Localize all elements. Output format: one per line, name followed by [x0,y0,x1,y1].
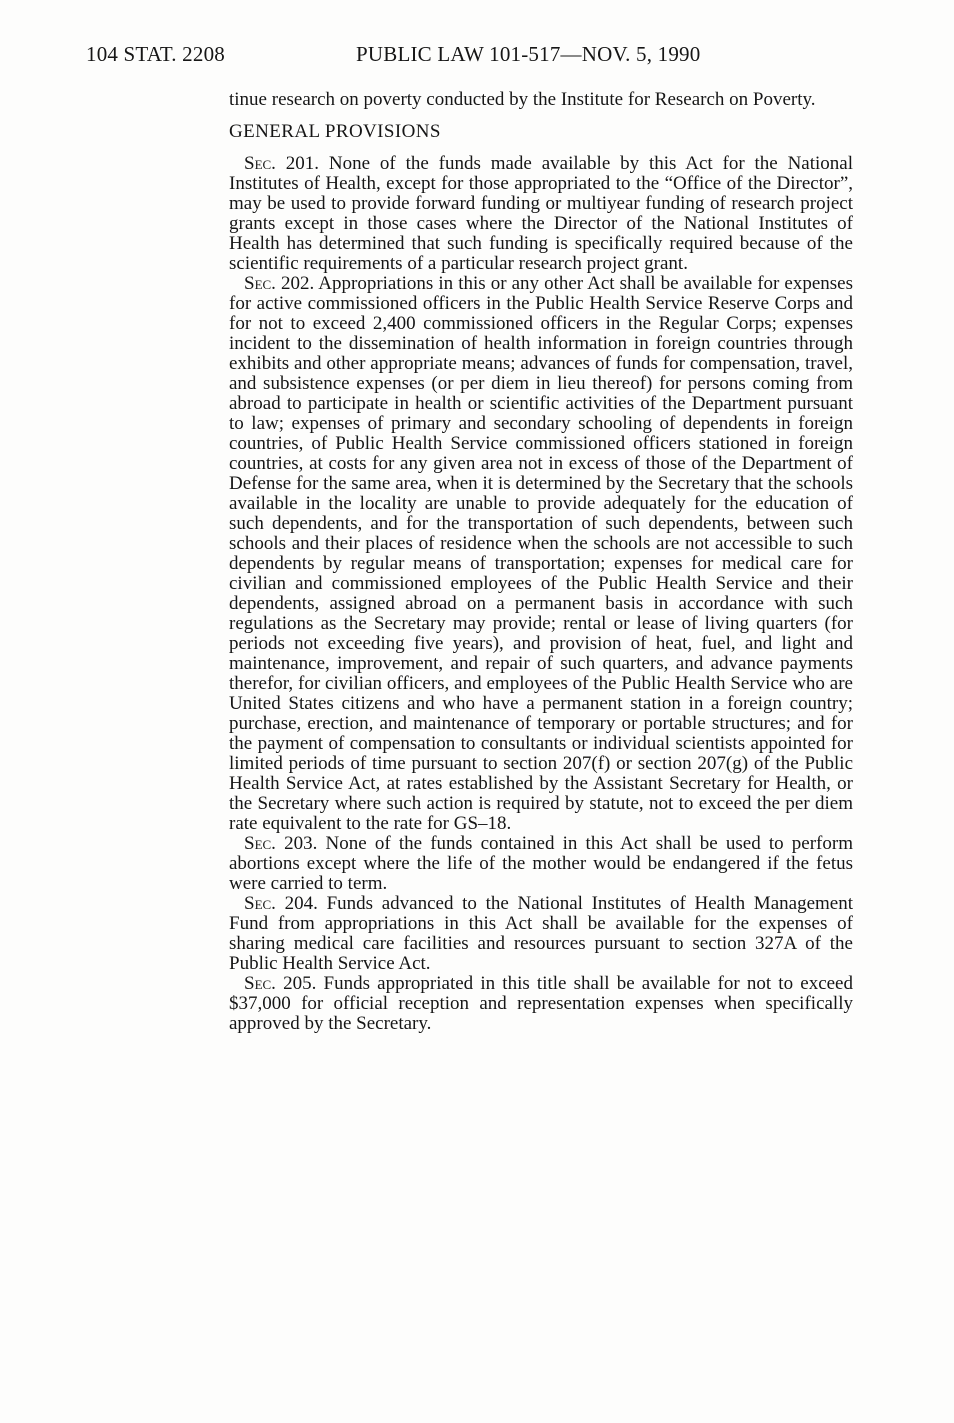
statute-page-reference: 104 STAT. 2208 [86,42,225,66]
section-text: Funds appropriated in this title shall be available for not to exceed $37,000 for official reception and representation expenses when specifically approved by the Secretary. [229,973,853,1034]
document-body [229,90,853,1034]
section-text: None of the funds made available by this Act for the National Institutes of Health, except for those appropriated to the “Office of the Director”, may be used to provide forward funding or multiyear funding of research project grants except in those cases where the Director of the National Institutes of Health has determined that such funding is specifically required because of the scientific requirements of a particular research project grant. [229,153,853,274]
continuation-paragraph: tinue research on poverty conducted by the Institute for Research on Poverty. [229,89,816,110]
section-label: Sec. 202. [244,273,315,294]
section-text: Appropriations in this or any other Act shall be available for expenses for active commissioned officers in the Public Health Service Reserve Corps and for not to exceed 2,400 commissioned officers in the Regular Corps; expenses incident to the dissemination of health information in foreign countries through exhibits and other appropriate means; advances of funds for compensation, travel, and subsistence expenses (or per diem in lieu thereof) for persons coming from abroad to participate in health or scientific activities of the Department pursuant to law; expenses of primary and secondary schooling of dependents in foreign countries, of Public Health Service commissioned officers stationed in foreign countries, at costs for any given area not in excess of those of the Department of Defense for the same area, when it is determined by the Secretary that the schools available in the locality are unable to provide adequately for the education of such dependents, and for the transportation of such dependents, between such schools and their places of residence when the schools are not accessible to such dependents by regular means of transportation; expenses for medical care for civilian and commissioned employees of the Public Health Service and their dependents, assigned abroad on a permanent basis in accordance with such regulations as the Secretary may provide; rental or lease of living quarters (for periods not exceeding five years), and provision of heat, fuel, and light and maintenance, improvement, and repair of such quarters, and advance payments therefor, for civilian officers, and employees of the Public Health Service who are United States citizens and who have a permanent station in a foreign country; purchase, erection, and maintenance of temporary or portable structures; and for the payment of compensation to consultants or individual scientists appointed for limited periods of time pursuant to section 207(f) or section 207(g) of the Public Health Service Act, at rates established by the Assistant Secretary for Health, or the Secretary where such action is required by statute, not to exceed the per diem rate equivalent to the rate for GS–18. [229,273,853,834]
section-text: None of the funds contained in this Act shall be used to perform abortions except where the life of the mother would be endangered if the fetus were carried to term. [229,833,853,894]
section-heading: GENERAL PROVISIONS [229,121,441,142]
section-label: Sec. 203. [244,833,318,854]
running-head [86,42,906,72]
section-label: Sec. 204. [244,893,318,914]
section-205 [229,974,853,1034]
section-label: Sec. 201. [244,153,320,174]
section-203 [229,834,853,894]
section-204 [229,894,853,974]
section-text: Funds advanced to the National Institutes of Health Management Fund from appropriations in this Act shall be available for the expenses of sharing medical care facilities and resources pursuant to section 327A of the Public Health Service Act. [229,893,853,974]
public-law-title: PUBLIC LAW 101-517—NOV. 5, 1990 [356,42,701,66]
section-label: Sec. 205. [244,973,317,994]
section-202 [229,274,853,834]
section-201 [229,154,853,274]
